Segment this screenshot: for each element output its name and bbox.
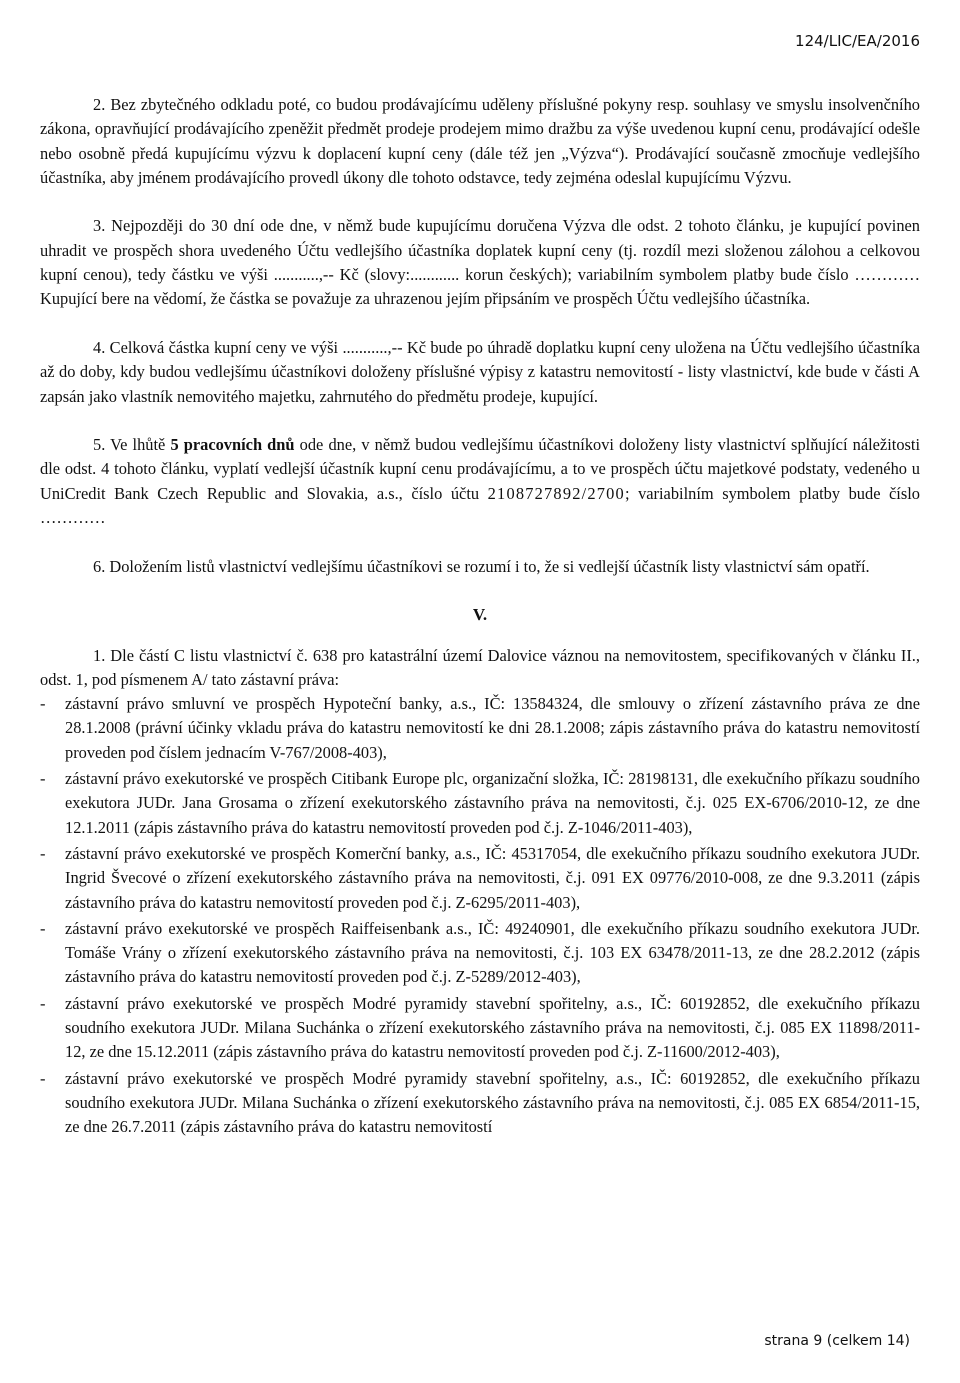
list-item [40, 842, 920, 915]
paragraph-4: 4. Celková částka kupní ceny ve výši ...........,-- Kč bude po úhradě doplatku kupní ceny uložena na Účtu vedlejšího účastníka až do doby, kdy budou vedlejšímu účastníkovi doloženy příslušné výpisy z katastru nemovitostí - listy vlastnictví, kde bude v části A zapsán jako vlastník nemovitého majetku, zahrnutého do předmětu prodeje, kupující. [40, 337, 920, 406]
list-item-text: zástavní právo exekutorské ve prospěch Komerční banky, a.s., IČ: 45317054, dle exekučního příkazu soudního exekutora JUDr. Ingrid Švecové o zřízení exekutorského zástavního práva na nemovitosti, č.j. 091 EX 09776/2010-008, ze dne 9.3.2011 (zápis zástavního práva do katastru nemovitostí proveden pod č.j. Z-6295/2011-403), [65, 843, 920, 912]
list-item-text: zástavní právo smluvní ve prospěch Hypoteční banky, a.s., IČ: 13584324, dle smlouvy o zřízení zástavního práva ze dne 28.1.2008 (právní účinky vkladu práva do katastru nemovitostí ke dni 28.1.2008; zápis zástavního práva do katastru nemovitostí proveden pod číslem jednacím V-767/2008-403), [65, 694, 920, 762]
paragraph-5-prefix: 5. Ve lhůtě [93, 435, 171, 455]
account-number: 2108727892/2700 [487, 483, 625, 503]
paragraph-5-deadline: 5 pracovních dnů [170, 435, 295, 455]
list-item-text: zástavní právo exekutorské ve prospěch Citibank Europe plc, organizační složka, IČ: 28198131, dle exekučního příkazu soudního exekutora JUDr. Jana Grosama o zřízení exekutorského zástavního práva na nemovitosti, č.j. 025 EX-6706/2010-12, ze dne 12.1.2011 (zápis zástavního práva do katastru nemovitostí proveden pod č.j. Z-1046/2011-403), [65, 769, 920, 837]
list-item-text: zástavní právo exekutorské ve prospěch Modré pyramidy stavební spořitelny, a.s., IČ: 60192852, dle exekučního příkazu soudního exekutora JUDr. Milana Suchánka o zřízení exekutorského zástavního práva na nemovitosti, č.j. 085 EX 11898/2011-12, ze dne 15.12.2011 (zápis zástavního práva do katastru nemovitostí proveden pod č.j. Z-11600/2012-403), [65, 993, 920, 1062]
paragraph-5-middle: ode dne, v němž budou vedlejšímu účastníkovi doloženy listy vlastnictví splňující náležitosti dle odst. 4 tohoto článku, vyplatí vedlejší účastník kupní cenu prodávajícímu, a to ve prospěch účtu majetkové podstaty, vedeného u UniCredit Bank Czech Republic and Slovakia, a.s., číslo účtu [40, 435, 920, 503]
list-dash: - [40, 694, 46, 714]
list-item [40, 917, 920, 990]
page-number: strana 9 (celkem 14) [764, 1333, 910, 1349]
paragraph-5-suffix: ; variabilním symbolem platby bude číslo ………… [40, 483, 920, 528]
list-dash: - [40, 1068, 46, 1088]
list-item [40, 992, 920, 1065]
paragraph-5 [40, 433, 920, 530]
paragraph-2: 2. Bez zbytečného odkladu poté, co budou prodávajícímu uděleny příslušné pokyny resp. souhlasy ve smyslu insolvenčního zákona, opravňující prodávajícího zpeněžit předmět prodeje prodejem mimo dražbu za výše uvedenou kupní cenu, prodávající odešle nebo osobně předá kupujícímu výzvu k doplacení kupní ceny (dále též jen „Výzva“). Prodávající současně zmocňuje vedlejšího účastníka, aby jménem prodávajícího provedl úkony dle tohoto odstavce, tedy zejména odeslal kupujícímu Výzvu. [40, 95, 920, 187]
list-dash: - [40, 918, 46, 938]
list-dash: - [40, 843, 46, 863]
paragraph-6: 6. Doložením listů vlastnictví vedlejšímu účastníkovi se rozumí i to, že si vedlejší účastník listy vlastnictví sám opatří. [93, 556, 870, 576]
list-dash: - [40, 769, 46, 789]
paragraph-3: 3. Nejpozději do 30 dní ode dne, v němž bude kupujícímu doručena Výzva dle odst. 2 tohoto článku, je kupující povinen uhradit ve prospěch shora uvedeného Účtu vedlejšího účastníka doplatek kupní ceny (tj. rozdíl mezi složenou zálohou a celkovou kupní cenou), tedy částku ve výši ...........,-- Kč (slovy:............ korun českých); variabilním symbolem platby bude číslo ………… Kupující bere na vědomí, že částka se považuje za uhrazenou jejím připsáním ve prospěch Účtu vedlejšího účastníka. [40, 216, 920, 309]
lien-list [40, 692, 920, 1139]
list-item [40, 1067, 920, 1140]
document-body [40, 93, 920, 1141]
list-item [40, 692, 920, 765]
list-item-text: zástavní právo exekutorské ve prospěch Raiffeisenbank a.s., IČ: 49240901, dle exekučního příkazu soudního exekutora JUDr. Tomáše Vrány o zřízení exekutorského zástavního práva na nemovitosti, č.j. 103 EX 63478/2011-13, ze dne 28.2.2012 (zápis zástavního práva do katastru nemovitostí proveden pod č.j. Z-5289/2012-403), [65, 918, 920, 987]
section-v-paragraph-1: 1. Dle částí C listu vlastnictví č. 638 pro katastrální území Dalovice váznou na nemovitostem, specifikovaných v článku II., odst. 1, pod písmenem A/ tato zástavní práva: [40, 645, 920, 689]
list-item-text: zástavní právo exekutorské ve prospěch Modré pyramidy stavební spořitelny, a.s., IČ: 60192852, dle exekučního příkazu soudního exekutora JUDr. Milana Suchánka o zřízení exekutorského zástavního práva na nemovitosti, č.j. 085 EX 6854/2011-15, ze dne 26.7.2011 (zápis zástavního práva do katastru nemovitostí [65, 1068, 920, 1137]
list-dash: - [40, 993, 46, 1013]
section-title: V. [472, 605, 488, 625]
document-reference: 124/LIC/EA/2016 [795, 32, 920, 50]
list-item [40, 767, 920, 840]
